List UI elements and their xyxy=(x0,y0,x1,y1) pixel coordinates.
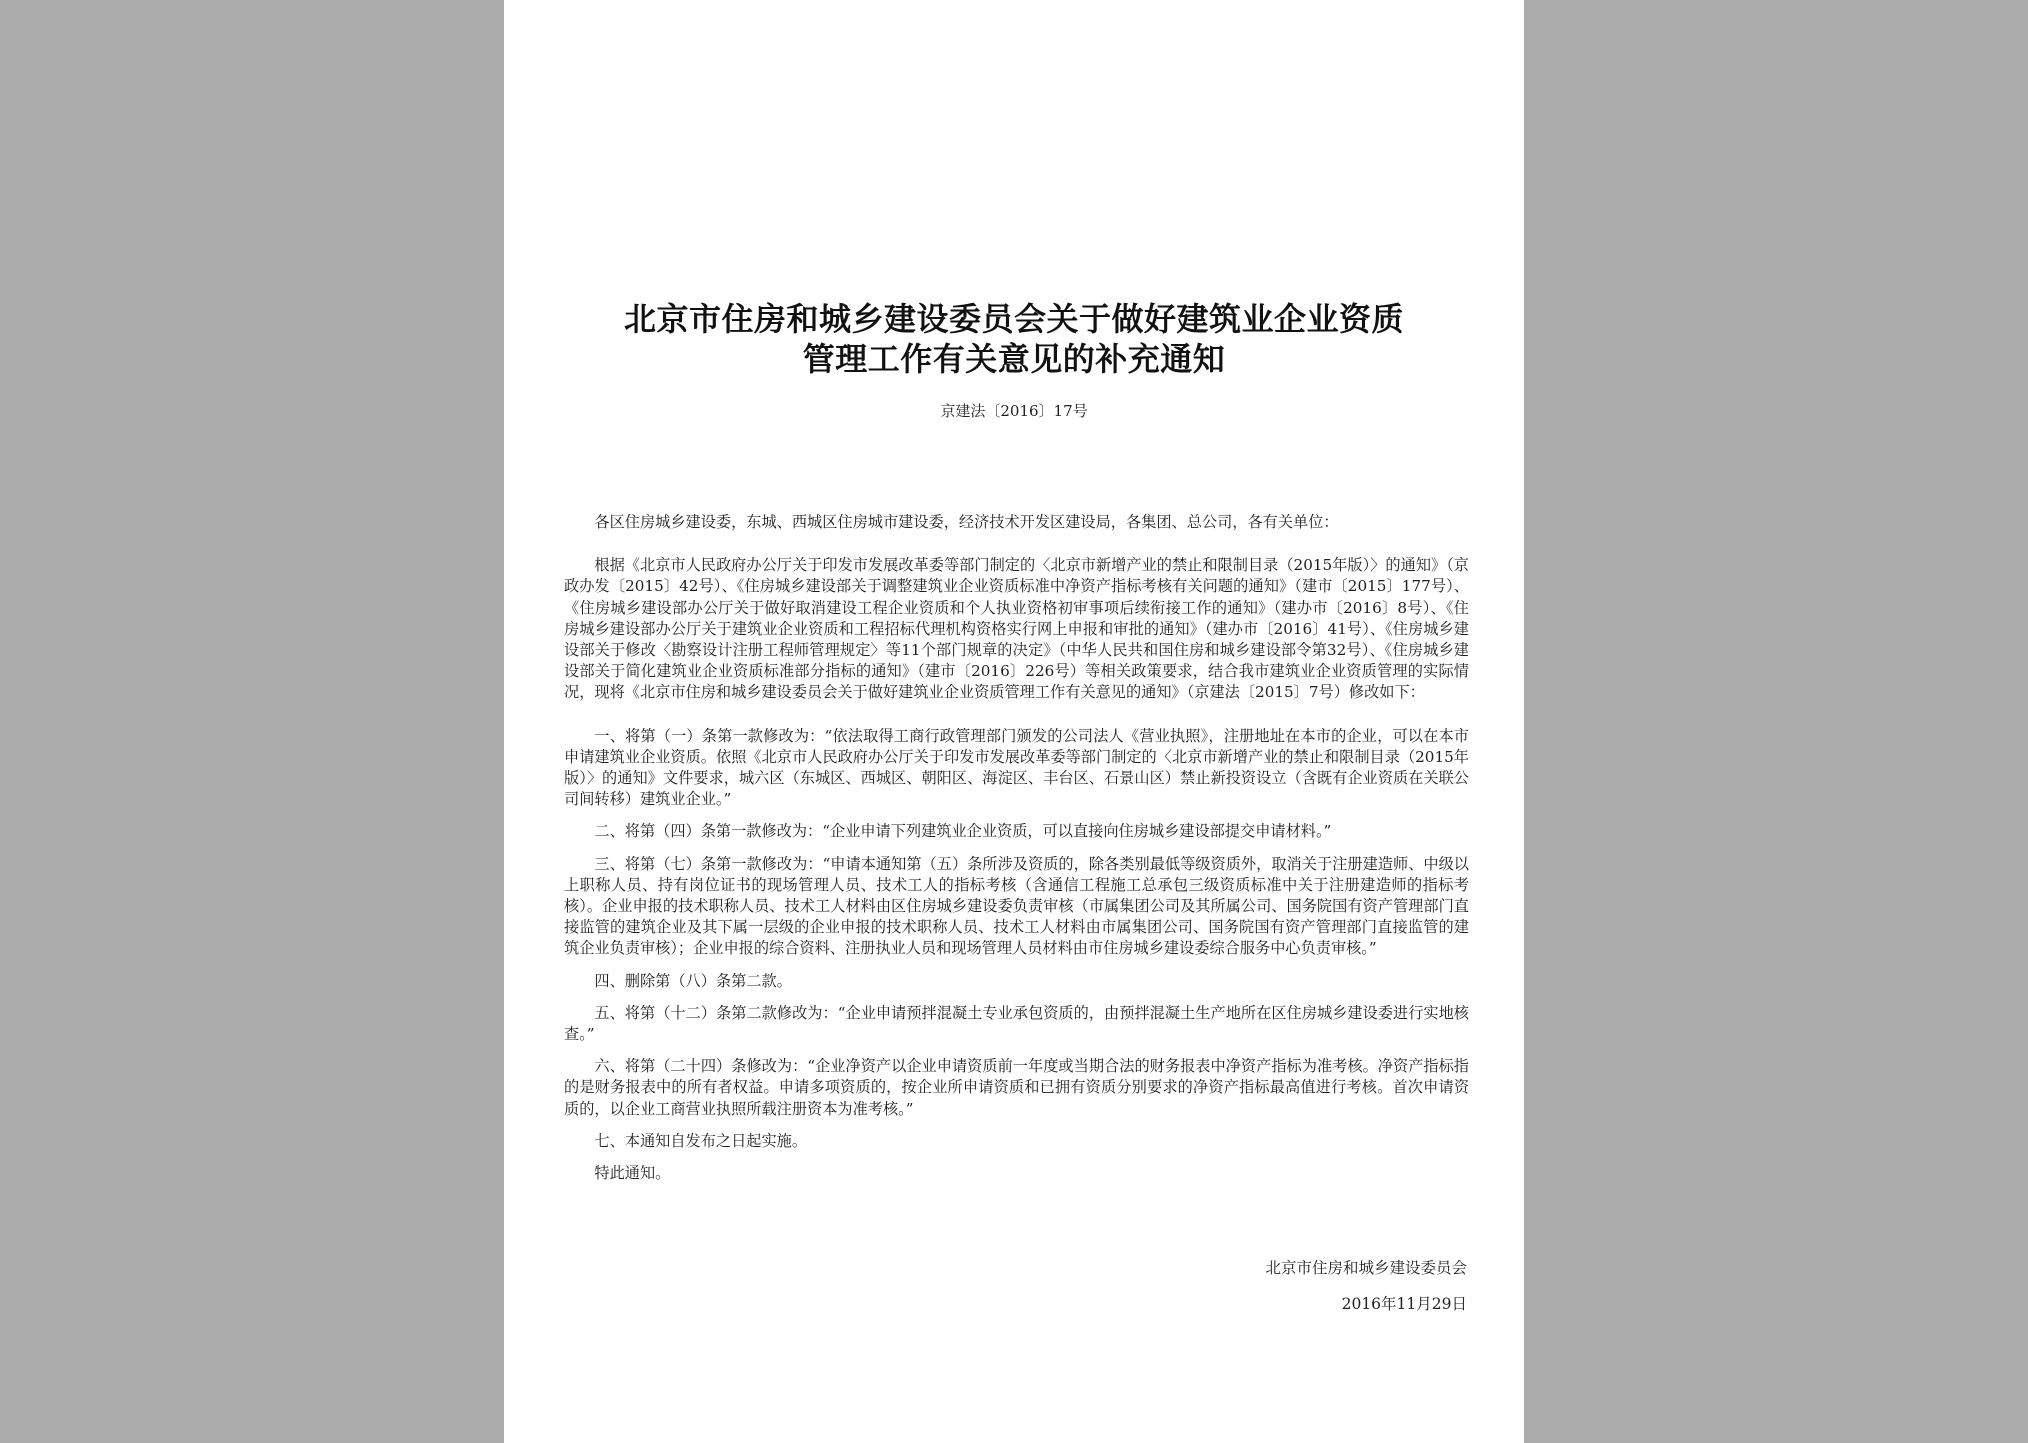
paragraph-item-3: 三、将第（七）条第一款修改为：“申请本通知第（五）条所涉及资质的，除各类别最低等级资质外，取消关于注册建造师、中级以上职称人员、持有岗位证书的现场管理人员、技术工人的指标考核（含通信工程施工总承包三级资质标准中关于注册建造师的指标考核）。企业申报的技术职称人员、技术工人材料由区住房城乡建设委负责审核（市属集团公司及其所属公司、国务院国有资产管理部门直接监管的建筑企业及其下属一层级的企业申报的技术职称人员、技术工人材料由市属集团公司、国务院国有资产管理部门直接监管的建筑企业负责审核）；企业申报的综合资料、注册执业人员和现场管理人员材料由市住房城乡建设委综合服务中心负责审核。” xyxy=(564,854,1469,958)
signature-organization: 北京市住房和城乡建设委员会 xyxy=(1265,1259,1467,1277)
document-title-line1: 北京市住房和城乡建设委员会关于做好建筑业企业资质 xyxy=(623,300,1404,338)
document-number: 京建法〔2016〕17号 xyxy=(940,402,1088,420)
paragraph-item-4: 四、删除第（八）条第二款。 xyxy=(594,971,792,990)
paragraph-item-1: 一、将第（一）条第一款修改为：“依法取得工商行政管理部门颁发的公司法人《营业执照》，注册地址在本市的企业，可以在本市申请建筑业企业资质。依照《北京市人民政府办公厅关于印发市发展改革委等部门制定的〈北京市新增产业的禁止和限制目录（2015年版）〉的通知》文件要求，城六区（东城区、西城区、朝阳区、海淀区、丰台区、石景山区）禁止新投资设立（含既有企业资质在关联公司间转移）建筑业企业。” xyxy=(564,726,1469,809)
document-page xyxy=(504,0,1524,1443)
paragraph-item-5: 五、将第（十二）条第二款修改为：“企业申请预拌混凝土专业承包资质的，由预拌混凝土生产地所在区住房城乡建设委进行实地核查。” xyxy=(564,1003,1469,1044)
paragraph-item-6: 六、将第（二十四）条修改为：“企业净资产以企业申请资质前一年度或当期合法的财务报表中净资产指标为准考核。净资产指标指的是财务报表中的所有者权益。申请多项资质的，按企业所申请资质和已拥有资质分别要求的净资产指标最高值进行考核。首次申请资质的，以企业工商营业执照所载注册资本为准考核。” xyxy=(564,1057,1469,1118)
document-body xyxy=(564,512,1469,1195)
document-title-line2: 管理工作有关意见的补充通知 xyxy=(802,340,1226,378)
signature-date: 2016年11月29日 xyxy=(1341,1295,1467,1313)
paragraph-item-2: 二、将第（四）条第一款修改为：“企业申请下列建筑业企业资质，可以直接向住房城乡建设部提交申请材料。” xyxy=(594,822,1332,841)
salutation: 各区住房城乡建设委，东城、西城区住房城市建设委，经济技术开发区建设局，各集团、总公司，各有关单位： xyxy=(594,513,1339,531)
paragraph-preamble: 根据《北京市人民政府办公厅关于印发市发展改革委等部门制定的〈北京市新增产业的禁止和限制目录（2015年版）〉的通知》（京政办发〔2015〕42号）、《住房城乡建设部关于调整建筑业企业资质标准中净资产指标考核有关问题的通知》（建市〔2015〕177号）、《住房城乡建设部办公厅关于做好取消建设工程企业资质和个人执业资格初审事项后续衔接工作的通知》（建办市〔2016〕8号）、《住房城乡建设部办公厅关于建筑业企业资质和工程招标代理机构资格实行网上申报和审批的通知》（建办市〔2016〕41号）、《住房城乡建设部关于修改〈勘察设计注册工程师管理规定〉等11个部门规章的决定》（中华人民共和国住房和城乡建设部令第32号）、《住房城乡建设部关于简化建筑业企业资质标准部分指标的通知》（建市〔2016〕226号）等相关政策要求，结合我市建筑业企业资质管理的实际情况，现将《北京市住房和城乡建设委员会关于做好建筑业企业资质管理工作有关意见的通知》（京建法〔2015〕7号）修改如下： xyxy=(564,556,1469,702)
paragraph-item-7: 七、本通知自发布之日起实施。 xyxy=(594,1131,808,1150)
paragraph-closing: 特此通知。 xyxy=(594,1164,671,1183)
